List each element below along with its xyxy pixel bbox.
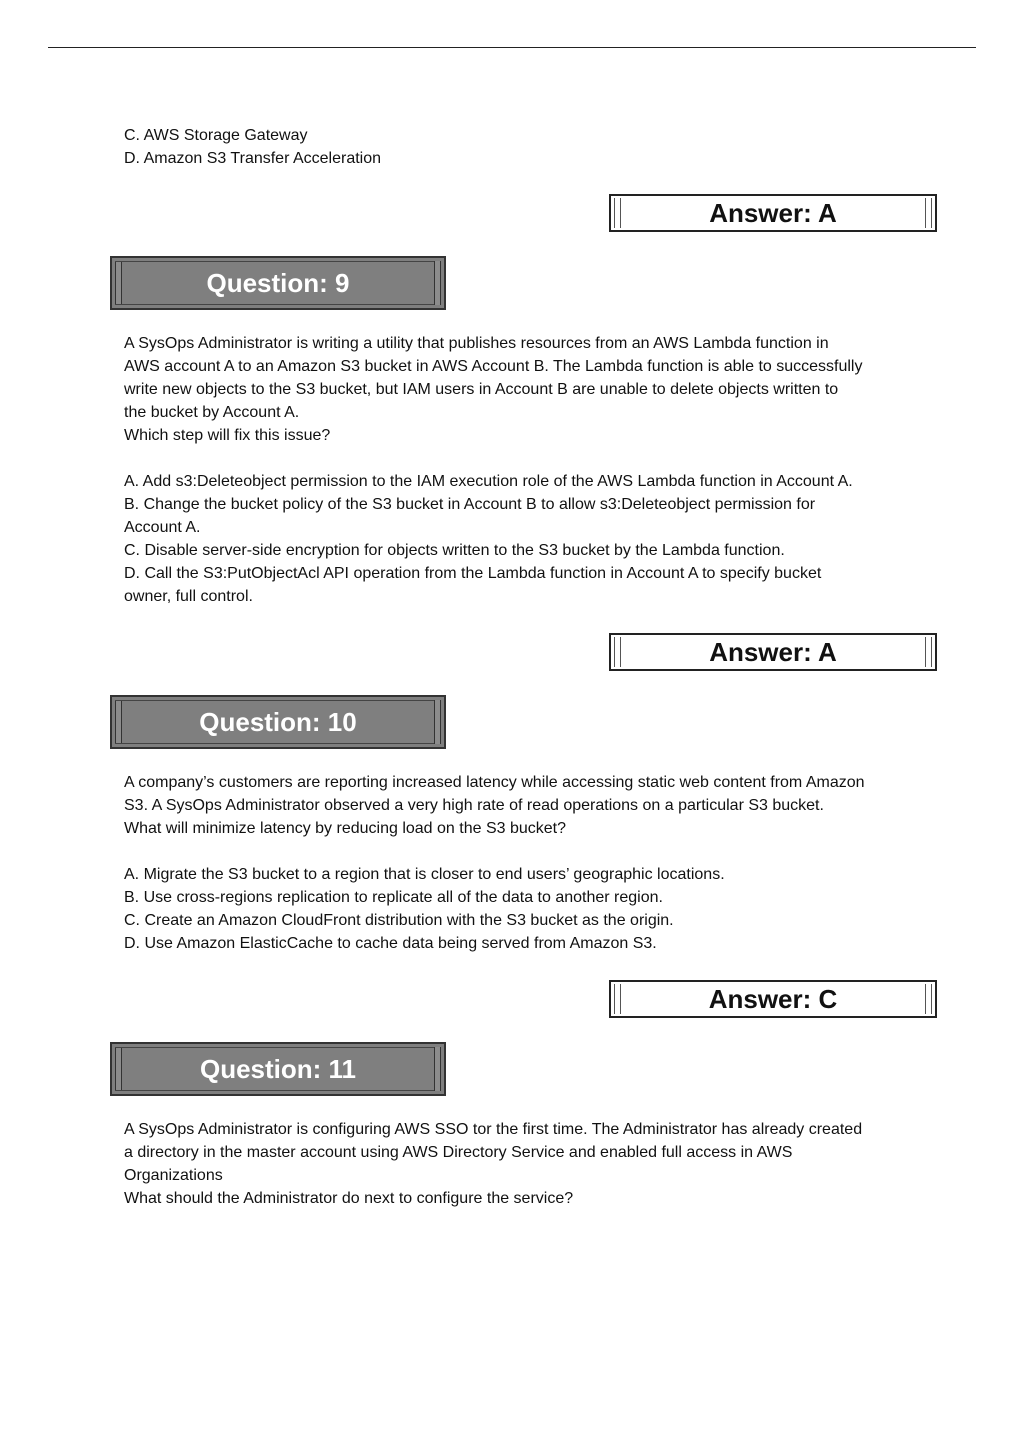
question-10-answer-box (609, 980, 937, 1018)
question-11-header (110, 1042, 446, 1096)
answer-box (609, 194, 937, 232)
question-10-prompt: What will minimize latency by reducing load on the S3 bucket? (124, 820, 566, 837)
question-11-stem-line: Organizations (124, 1167, 223, 1184)
question-10-stem-line: S3. A SysOps Administrator observed a very high rate of read operations on a particular S3 bucket. (124, 797, 824, 814)
question-11-title: Question: 11 (199, 1053, 357, 1084)
question-10-answer: Answer: C (708, 983, 838, 1014)
question-10-option-b: B. Use cross-regions replication to replicate all of the data to another region. (124, 889, 663, 906)
question-10-option-d: D. Use Amazon ElasticCache to cache data being served from Amazon S3. (124, 935, 657, 952)
option-d: D. Amazon S3 Transfer Acceleration (124, 150, 382, 167)
answer-label: Answer: A (709, 197, 837, 228)
question-9-stem-line: the bucket by Account A. (124, 404, 300, 421)
question-9-option-c: C. Disable server-side encryption for objects written to the S3 bucket by the Lambda function. (124, 542, 785, 559)
question-9-stem-line: AWS account A to an Amazon S3 bucket in AWS Account B. The Lambda function is able to successfully (124, 358, 863, 375)
question-10-option-c: C. Create an Amazon CloudFront distribution with the S3 bucket as the origin. (124, 912, 674, 929)
question-10-option-a: A. Migrate the S3 bucket to a region that is closer to end users’ geographic locations. (124, 866, 725, 883)
question-9-option-b: B. Change the bucket policy of the S3 bucket in Account B to allow s3:Deleteobject permission for (124, 496, 816, 513)
option-c: C. AWS Storage Gateway (124, 127, 308, 144)
question-9-stem-line: A SysOps Administrator is writing a utility that publishes resources from an AWS Lambda function in (124, 335, 829, 352)
question-11-stem-line: a directory in the master account using AWS Directory Service and enabled full access in AWS (124, 1144, 793, 1161)
question-9-option-a: A. Add s3:Deleteobject permission to the IAM execution role of the AWS Lambda function in Account A. (124, 473, 853, 490)
question-9-option-d: D. Call the S3:PutObjectAcl API operation from the Lambda function in Account A to specify bucket (124, 565, 822, 582)
question-11-stem-line: A SysOps Administrator is configuring AWS SSO tor the first time. The Administrator has already created (124, 1121, 863, 1138)
question-9-option-d-cont: owner, full control. (124, 588, 253, 605)
question-10-header (110, 695, 446, 749)
question-9-title: Question: 9 (206, 267, 350, 298)
question-11-prompt: What should the Administrator do next to configure the service? (124, 1190, 574, 1207)
question-9-stem-line: write new objects to the S3 bucket, but IAM users in Account B are unable to delete objects written to (124, 381, 839, 398)
question-9-header (110, 256, 446, 310)
question-9-option-b-cont: Account A. (124, 519, 201, 536)
question-9-answer: Answer: A (709, 636, 837, 667)
header-rule (48, 47, 976, 48)
question-9-prompt: Which step will fix this issue? (124, 427, 331, 444)
question-10-stem-line: A company’s customers are reporting increased latency while accessing static web content from Amazon (124, 774, 865, 791)
question-10-title: Question: 10 (199, 706, 357, 737)
question-9-answer-box (609, 633, 937, 671)
